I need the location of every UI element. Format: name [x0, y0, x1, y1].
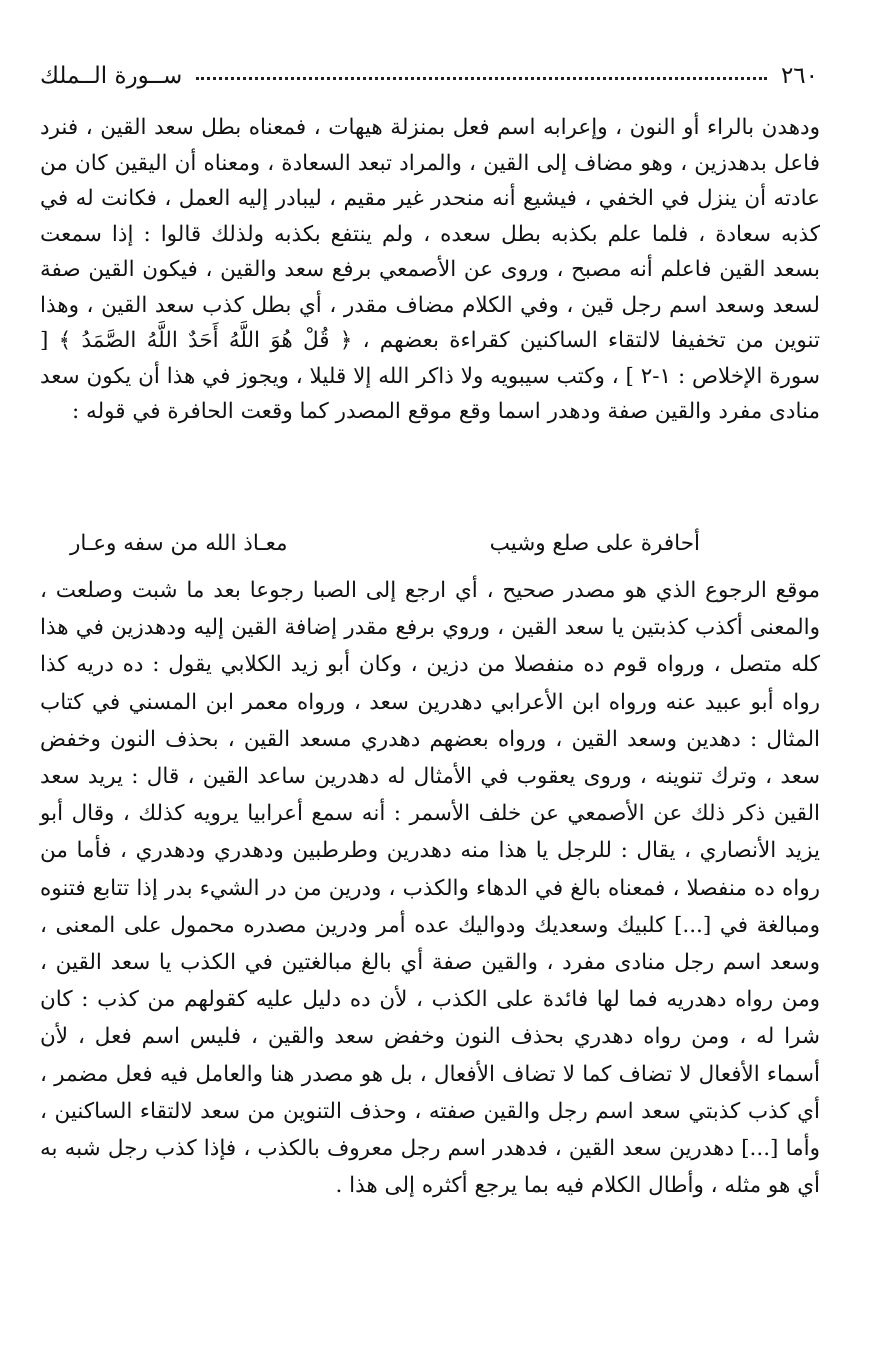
page-number: ٢٦٠	[780, 63, 818, 89]
commentary-paragraph-2	[40, 572, 820, 1204]
poetry-verse	[70, 526, 700, 562]
header-dot-leader	[196, 77, 767, 80]
chapter-title: ســورة الــملك	[40, 63, 183, 89]
verse-second-hemistich: معـاذ الله من سفه وعـار	[70, 531, 288, 556]
paragraph-text: ودهدن بالراء أو النون ، وإعرابه اسم فعل بمنزلة هيهات ، فمعناه بطل سعد القين ، فنرد فاعل بدهدزين ، وهو مضاف إلى القين ، والمراد تبعد السعادة ، ومعناه أن اليقين كان من عادته أن ينزل في الخفي ، فيشيع أنه منحدر غير مقيم ، ليبادر إليه العمل ، فكانت له في كذبه سعادة ، فلما علم بكذبه بطل سعده ، ولم ينتفع بكذبه ولذلك قالوا : إذا سمعت بسعد القين فاعلم أنه مصبح ، وروى عن الأصمعي برفع سعد والقين ، فيكون القين صفة لسعد وسعد اسم رجل قين ، وفي الكلام مضاف مقدر ، أي بطل كذب سعد القين ، وهذا تنوين من تخفيفا لالتقاء الساكنين كقراءة بعضهم ، ﴿ قُلْ هُوَ اللَّهُ أَحَدٌ اللَّهُ الصَّمَدُ ﴾ [ سورة الإخلاص : ١-٢ ] ، وكتب سيبويه ولا ذاكر الله إلا قليلا ، ويجوز في هذا أن يكون سعد منادى مفرد والقين صفة ودهدر اسما وقع موقع المصدر كما وقعت الحافرة في قوله :	[40, 115, 820, 424]
commentary-paragraph-1	[40, 110, 820, 430]
running-header	[40, 58, 818, 94]
verse-first-hemistich: أحافرة على صلع وشيب	[489, 531, 700, 556]
paragraph-text: موقع الرجوع الذي هو مصدر صحيح ، أي ارجع إلى الصبا رجوعا بعد ما شبت وصلعت ، والمعنى أكذب كذبتين يا سعد القين ، وروي برفع مقدر إضافة القين إليه ودهدزين في هذا كله متصل ، ورواه قوم ده منفصلا من دزين ، وكان أبو زيد الكلابي يقول : ده دريه كذا رواه أبو عبيد عنه ورواه ابن الأعرابي دهدرين سعد ، ورواه معمر ابن المسني في كتاب المثال : دهدين وسعد القين ، ورواه بعضهم دهدري مسعد القين ، بحذف النون وخفض سعد ، وترك تنوينه ، وروى يعقوب في الأمثال له دهدرين ساعد القين ، قال : يريد سعد القين ذكر ذلك عن الأصمعي عن خلف الأسمر : أنه سمع أعرابيا يرويه كذلك ، وقال أبو يزيد الأنصاري ، يقال : للرجل يا هذا منه دهدرين وطرطبين ودهدري ودهدري ، فأما من رواه ده منفصلا ، فمعناه بالغ في الدهاء والكذب ، ودرين من در الشيء بدر إذا تتابع فتنوه ومبالغة في [...] كلبيك وسعديك ودواليك عده أمر ودرين مصدره محمول على المعنى ، وسعد اسم رجل منادى مفرد ، والقين صفة أي بالغ مبالغتين في الكذب يا سعد القين ، ومن رواه دهدريه فما لها فائدة على الكذب ، لأن ده دليل عليه كقولهم من كذب : كان شرا له ، ومن رواه دهدري بحذف النون وخفض سعد والقين ، فليس اسم فعل ، لأن أسماء الأفعال لا تضاف كما لا تضاف الأفعال ، بل هو مصدر هنا والعامل فيه فعل مضمر ، أي كذب كذبتي سعد اسم رجل والقين صفته ، وحذف التنوين من سعد لالتقاء الساكنين ، وأما [...] دهدرين سعد القين ، فدهدر اسم رجل معروف بالكذب ، فإذا كذب رجل شبه به أي هو مثله ، وأطال الكلام فيه بما يرجع أكثره إلى هذا .	[40, 578, 820, 1199]
